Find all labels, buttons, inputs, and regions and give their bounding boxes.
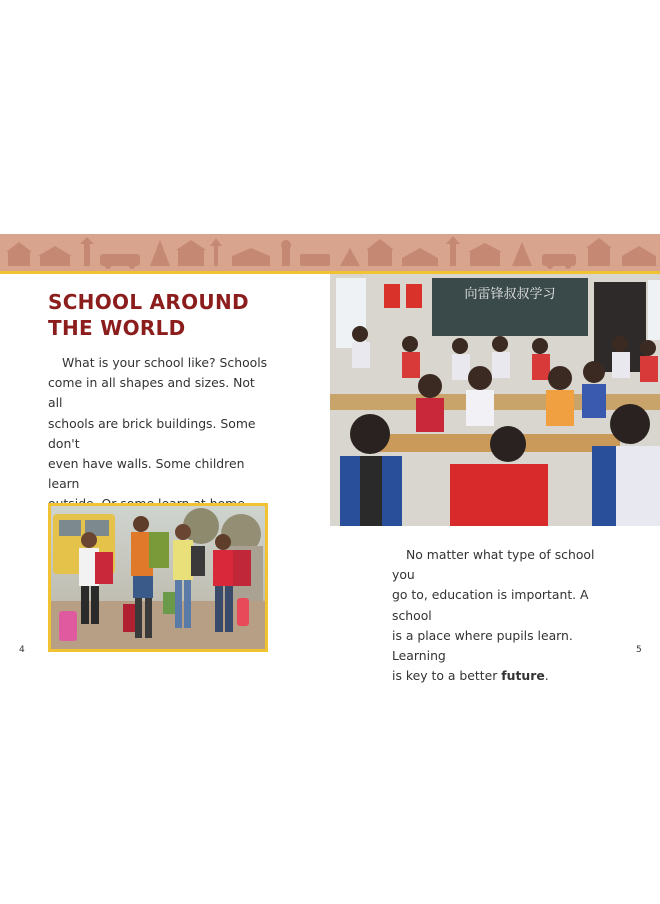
text-line: come in all shapes and sizes. Not all — [48, 375, 255, 411]
text-line: No matter what type of school you — [392, 547, 595, 583]
classroom-photo — [330, 274, 660, 526]
end-punctuation: . — [544, 668, 549, 684]
children-walking-photo — [48, 503, 268, 652]
text-line: What is your school like? Schools — [62, 355, 268, 370]
children-walking-image — [51, 506, 265, 649]
text-line: go to, education is important. A school — [392, 587, 589, 623]
right-paragraph — [392, 545, 620, 686]
text-line: is a place where pupils learn. Learning — [392, 627, 573, 664]
landmarks-pattern — [0, 234, 660, 271]
page-number-left: 4 — [19, 645, 25, 655]
text-line: even have walls. Some children learn — [48, 456, 245, 492]
text-line: schools are brick buildings. Some don't — [48, 415, 256, 451]
text-line: is key to a better — [392, 668, 502, 684]
blackboard-text: 向雷锋叔叔学习 — [464, 287, 556, 302]
page-title — [48, 289, 308, 341]
title-line-2: THE WORLD — [48, 316, 186, 340]
glossary-word-future[interactable]: future — [501, 668, 545, 684]
title-line-1: SCHOOL AROUND — [48, 290, 249, 314]
decorative-banner — [0, 234, 660, 271]
page-number-right: 5 — [636, 645, 642, 655]
